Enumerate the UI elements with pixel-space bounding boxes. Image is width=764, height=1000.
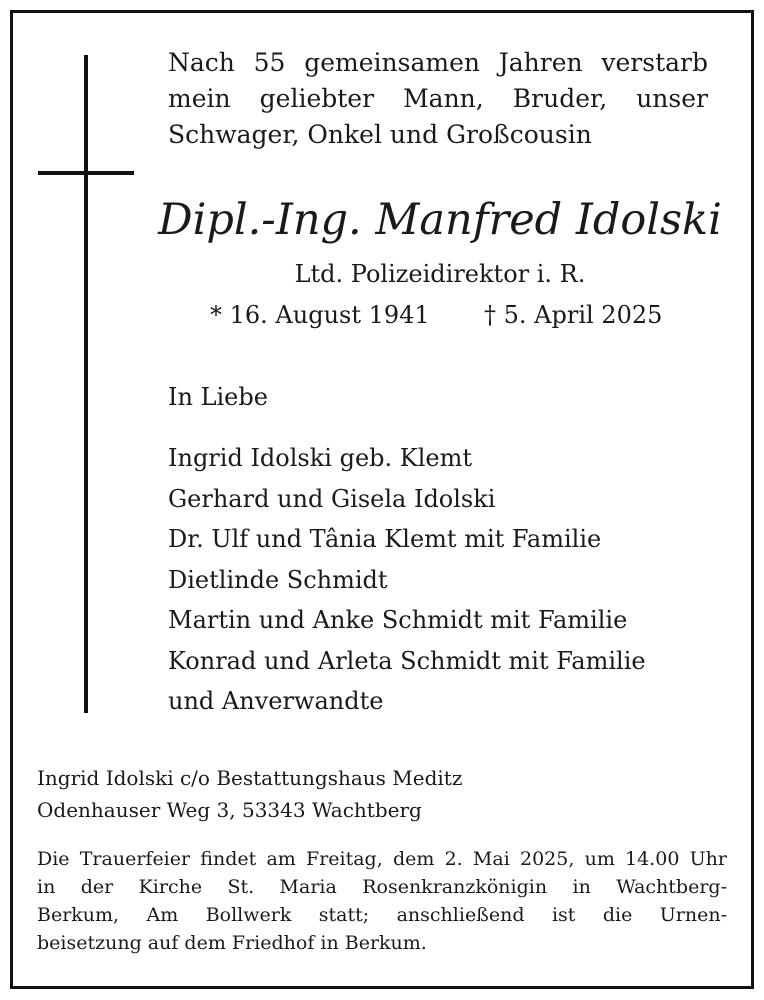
mourners-list <box>168 438 646 722</box>
death-date: † 5. April 2025 <box>484 301 663 329</box>
address-line: Odenhauser Weg 3, 53343 Wachtberg <box>37 798 422 822</box>
mourner-item: Ingrid Idolski geb. Klemt <box>168 444 472 472</box>
deceased-title: Ltd. Polizeidirektor i. R. <box>294 260 586 288</box>
funeral-line: in der Kirche St. Maria Rosenkranzkönigin in Wachtberg- <box>37 876 727 898</box>
funeral-line: Die Trauerfeier findet am Freitag, dem 2. Mai 2025, um 14.00 Uhr <box>37 848 727 870</box>
birth-date: * 16. August 1941 <box>210 301 430 329</box>
funeral-notice <box>37 845 727 957</box>
closing-phrase: In Liebe <box>168 383 268 411</box>
deceased-name: Dipl.-Ing. Manfred Idolski <box>158 195 722 245</box>
mourner-item: Dietlinde Schmidt <box>168 565 388 594</box>
funeral-line: beisetzung auf dem Friedhof in Berkum. <box>37 932 427 954</box>
contact-address <box>37 762 462 826</box>
intro-line: mein geliebter Mann, Bruder, unser <box>168 84 708 113</box>
intro-line: Nach 55 gemeinsamen Jahren verstarb <box>168 48 708 77</box>
intro-text <box>168 45 708 153</box>
cross-icon-horizontal <box>38 171 134 175</box>
funeral-line: Berkum, Am Bollwerk statt; anschließend ist die Urnen- <box>37 904 727 926</box>
mourner-item: Konrad und Arleta Schmidt mit Familie <box>168 646 646 675</box>
cross-icon-vertical <box>84 55 88 713</box>
mourner-item: Martin und Anke Schmidt mit Familie <box>168 606 628 634</box>
intro-line: Schwager, Onkel und Großcousin <box>168 120 592 149</box>
address-line: Ingrid Idolski c/o Bestattungshaus Meditz <box>37 766 463 790</box>
mourner-item: Gerhard und Gisela Idolski <box>168 484 496 513</box>
mourner-item: Dr. Ulf und Tânia Klemt mit Familie <box>168 525 602 553</box>
mourner-item: und Anverwandte <box>168 687 384 715</box>
